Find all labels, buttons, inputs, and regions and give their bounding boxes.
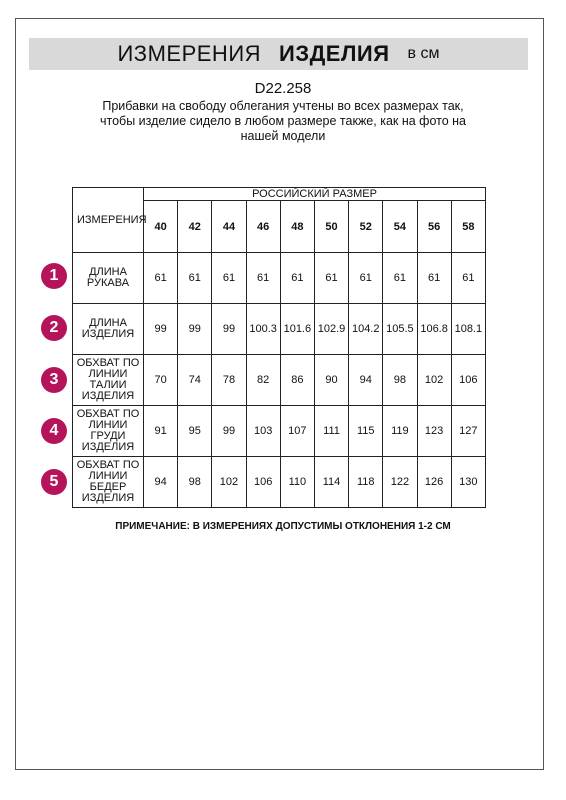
measurement-value: 110 [280,457,314,508]
size-header-cell: 50 [314,201,348,253]
size-header-cell: 46 [246,201,280,253]
measurement-value: 102.9 [314,304,348,355]
measurement-value: 102 [212,457,246,508]
size-header-cell: 44 [212,201,246,253]
measurement-value: 118 [349,457,383,508]
measurement-value: 127 [451,406,485,457]
measurement-value: 99 [212,304,246,355]
measurement-value: 95 [178,406,212,457]
size-header-cell: 42 [178,201,212,253]
row-number-badge: 1 [41,263,67,289]
measurement-value: 61 [212,253,246,304]
title-part2: ИЗДЕЛИЯ [279,41,390,66]
size-table [72,187,486,508]
row-number-badge: 5 [41,469,67,495]
measurement-value: 61 [417,253,451,304]
measurement-value: 90 [314,355,348,406]
measurement-value: 106.8 [417,304,451,355]
measurement-value: 102 [417,355,451,406]
measurement-value: 74 [178,355,212,406]
measurement-value: 126 [417,457,451,508]
size-header-cell: 48 [280,201,314,253]
measurement-row [73,355,486,406]
measurement-label: ОБХВАТ ПО ЛИНИИ ГРУДИ ИЗДЕЛИЯ [73,406,144,457]
measurement-row [73,406,486,457]
size-header-cell: 40 [144,201,178,253]
measurement-value: 70 [144,355,178,406]
row-number-badge: 3 [41,367,67,393]
row-number-badge: 4 [41,418,67,444]
measurement-label: ОБХВАТ ПО ЛИНИИ БЕДЕР ИЗДЕЛИЯ [73,457,144,508]
measurement-value: 61 [383,253,417,304]
measurement-value: 99 [144,304,178,355]
measurement-value: 61 [314,253,348,304]
measurement-value: 115 [349,406,383,457]
measurement-value: 105.5 [383,304,417,355]
note-text: ПРИМЕЧАНИЕ: В ИЗМЕРЕНИЯХ ДОПУСТИМЫ ОТКЛОНЕНИЯ 1-2 СМ [115,521,451,532]
measurement-row [73,253,486,304]
measurement-value: 111 [314,406,348,457]
measurement-value: 61 [178,253,212,304]
measurement-value: 108.1 [451,304,485,355]
measurement-value: 107 [280,406,314,457]
measurement-value: 78 [212,355,246,406]
intro-text: Прибавки на свободу облегания учтены во всех размерах так, чтобы изделие сидело в любом размере также, как на фото на нашей модели [100,99,466,143]
measurement-value: 91 [144,406,178,457]
measurement-value: 61 [246,253,280,304]
measurement-value: 123 [417,406,451,457]
measurement-value: 101.6 [280,304,314,355]
size-header-cell: 52 [349,201,383,253]
measurement-value: 104.2 [349,304,383,355]
measurement-value: 82 [246,355,280,406]
measurement-row [73,304,486,355]
measurement-value: 100.3 [246,304,280,355]
measurement-value: 61 [349,253,383,304]
measurement-value: 94 [349,355,383,406]
measurement-value: 61 [451,253,485,304]
measurement-value: 99 [212,406,246,457]
measurement-row [73,457,486,508]
measurement-value: 98 [178,457,212,508]
size-header-cell: 58 [451,201,485,253]
measurement-value: 106 [451,355,485,406]
measurement-value: 130 [451,457,485,508]
measurement-value: 122 [383,457,417,508]
measurement-value: 86 [280,355,314,406]
measurement-label: ДЛИНА РУКАВА [73,253,144,304]
size-header-cell: 56 [417,201,451,253]
row-number-badge: 2 [41,315,67,341]
size-header-cell: 54 [383,201,417,253]
title-unit: в см [407,45,440,62]
measurement-value: 114 [314,457,348,508]
measurement-value: 98 [383,355,417,406]
size-group-row [73,188,486,201]
measurement-value: 94 [144,457,178,508]
measurement-value: 99 [178,304,212,355]
measurement-label: ОБХВАТ ПО ЛИНИИ ТАЛИИ ИЗДЕЛИЯ [73,355,144,406]
measurement-value: 61 [144,253,178,304]
title-bar [29,38,528,70]
title-part1: ИЗМЕРЕНИЯ [117,41,262,66]
model-code: D22.258 [254,80,312,97]
measurement-value: 119 [383,406,417,457]
size-group-label: РОССИЙСКИЙ РАЗМЕР [144,188,486,201]
measurement-value: 103 [246,406,280,457]
measurement-label: ДЛИНА ИЗДЕЛИЯ [73,304,144,355]
measurements-header: ИЗМЕРЕНИЯ [73,188,144,253]
measurement-value: 61 [280,253,314,304]
measurement-value: 106 [246,457,280,508]
